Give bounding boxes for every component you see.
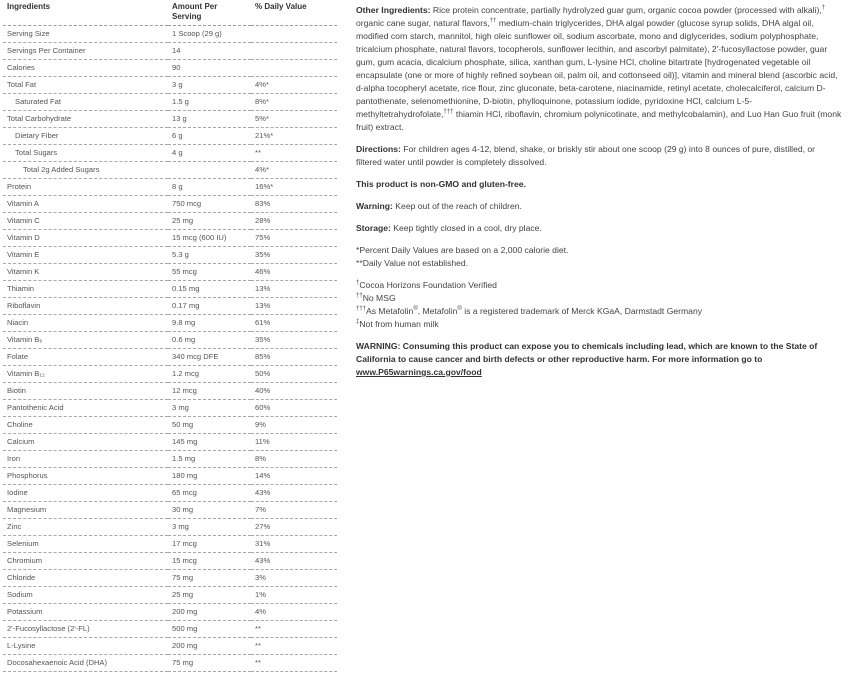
table-row bbox=[3, 502, 337, 519]
prop-65-link[interactable]: www.P65warnings.ca.gov/food bbox=[356, 367, 482, 377]
table-row bbox=[3, 26, 337, 43]
amount-per-serving: 500 mg bbox=[168, 621, 251, 638]
other-ingredients bbox=[356, 4, 842, 134]
daily-value: 43% bbox=[251, 485, 337, 502]
daily-value: 40% bbox=[251, 383, 337, 400]
daily-value: 8%* bbox=[251, 94, 337, 111]
table-header-row bbox=[3, 0, 337, 26]
daily-value: 13% bbox=[251, 281, 337, 298]
table-row bbox=[3, 298, 337, 315]
table-row bbox=[3, 128, 337, 145]
amount-per-serving: 3 mg bbox=[168, 519, 251, 536]
daily-value: 4%* bbox=[251, 77, 337, 94]
non-gmo-statement bbox=[356, 178, 842, 191]
nutrient-name: Calcium bbox=[3, 434, 168, 451]
header-ingredients: Ingredients bbox=[3, 0, 168, 26]
table-row bbox=[3, 349, 337, 366]
table-row bbox=[3, 553, 337, 570]
table-row bbox=[3, 587, 337, 604]
nutrient-name: Zinc bbox=[3, 519, 168, 536]
footnote-1-mark: † bbox=[356, 280, 360, 287]
amount-per-serving: 1.5 mg bbox=[168, 451, 251, 468]
nutrient-name: Vitamin D bbox=[3, 230, 168, 247]
daily-value: 50% bbox=[251, 366, 337, 383]
header-amount: Amount Per Serving bbox=[168, 0, 251, 26]
table-row bbox=[3, 451, 337, 468]
amount-per-serving: 180 mg bbox=[168, 468, 251, 485]
nutrient-name: Total Carbohydrate bbox=[3, 111, 168, 128]
daily-value bbox=[251, 43, 337, 60]
nutrient-name: Iron bbox=[3, 451, 168, 468]
nutrient-name: Protein bbox=[3, 179, 168, 196]
nutrient-name: Vitamin E bbox=[3, 247, 168, 264]
nutrient-name: Folate bbox=[3, 349, 168, 366]
amount-per-serving: 17 mcg bbox=[168, 536, 251, 553]
amount-per-serving: 13 g bbox=[168, 111, 251, 128]
daily-value: 14% bbox=[251, 468, 337, 485]
table-row bbox=[3, 94, 337, 111]
amount-per-serving: 145 mg bbox=[168, 434, 251, 451]
daily-value: 35% bbox=[251, 247, 337, 264]
table-row bbox=[3, 111, 337, 128]
amount-per-serving: 1.5 g bbox=[168, 94, 251, 111]
nutrient-name: Iodine bbox=[3, 485, 168, 502]
nutrient-name: Chromium bbox=[3, 553, 168, 570]
footnote-2-mark: †† bbox=[356, 293, 363, 300]
table-row bbox=[3, 621, 337, 638]
facts-table-body bbox=[3, 26, 337, 672]
amount-per-serving: 0.15 mg bbox=[168, 281, 251, 298]
registered-mark-2: ® bbox=[457, 306, 462, 313]
amount-per-serving: 750 mcg bbox=[168, 196, 251, 213]
other-ingredients-text-4: thiamin HCl, riboflavin, chromium polynicotinate, and methylcobalamin), and Luo Han Guo fruit (monk fruit) extract. bbox=[356, 109, 842, 132]
amount-per-serving: 30 mg bbox=[168, 502, 251, 519]
table-row bbox=[3, 519, 337, 536]
table-row bbox=[3, 77, 337, 94]
footnote-3-text-a: As Metafolin bbox=[366, 306, 414, 316]
warning-label: Warning: bbox=[356, 201, 393, 211]
amount-per-serving: 6 g bbox=[168, 128, 251, 145]
daily-value: 75% bbox=[251, 230, 337, 247]
footnote-3-mark: ††† bbox=[356, 306, 367, 313]
table-row bbox=[3, 536, 337, 553]
table-row bbox=[3, 315, 337, 332]
storage-text: Keep tightly closed in a cool, dry place. bbox=[390, 223, 542, 233]
amount-per-serving: 12 mcg bbox=[168, 383, 251, 400]
product-info-panel bbox=[356, 4, 842, 388]
directions-label: Directions: bbox=[356, 144, 401, 154]
nutrient-name: Choline bbox=[3, 417, 168, 434]
daily-value: 28% bbox=[251, 213, 337, 230]
table-row bbox=[3, 162, 337, 179]
nutrient-name: L-Lysine bbox=[3, 638, 168, 655]
daily-value-note-1: *Percent Daily Values are based on a 2,000 calorie diet. bbox=[356, 245, 569, 255]
amount-per-serving: 4 g bbox=[168, 145, 251, 162]
daily-value-notes bbox=[356, 244, 842, 270]
table-row bbox=[3, 179, 337, 196]
daily-value: 3% bbox=[251, 570, 337, 587]
dagger-mark-3: ††† bbox=[443, 109, 454, 116]
table-row bbox=[3, 468, 337, 485]
amount-per-serving: 3 mg bbox=[168, 400, 251, 417]
daily-value: 83% bbox=[251, 196, 337, 213]
daily-value: 21%* bbox=[251, 128, 337, 145]
table-row bbox=[3, 281, 337, 298]
other-ingredients-text-3: medium-chain triglycerides, DHA algal powder (glucose syrup solids, DHA algal oil, modified corn starch, mannitol, high oleic sunflower oil, sodium ascorbate, mono and diglycerides, sodium polyphosphate, tricalcium phosphate, natural flavors, tocopherols, sunflower lecithin, and ascorbyl palmitate), 2'-fucosyllactose powder, guar gum, gum acacia, dicalcium phosphate, silica, xanthan gum, L-lysine HCl, choline bitartrate [hydrogenated vegetable oil encapsulate (one or more of highly refined soybean oil, palm oil, and cottonseed oil)], vitamin and mineral blend (ascorbic acid, d-alpha tocopheryl acetate, rice flour, zinc gluconate, beta-carotene, niacinamide, retinyl acetate, cholecalciferol, calcium D-pantothenate, selenomethionine, D-biotin, phylloquinone, potassium iodide, pyridoxine HCl, calcium L-5-methyltetrahydrofolate, bbox=[356, 18, 838, 119]
nutrient-name: Magnesium bbox=[3, 502, 168, 519]
amount-per-serving: 90 bbox=[168, 60, 251, 77]
other-ingredients-text-1: Rice protein concentrate, partially hydrolyzed guar gum, organic cocoa powder (processed with alkali), bbox=[430, 5, 822, 15]
nutrient-name: Vitamin A bbox=[3, 196, 168, 213]
daily-value: 7% bbox=[251, 502, 337, 519]
footnote-4-text: Not from human milk bbox=[359, 319, 439, 329]
daily-value bbox=[251, 26, 337, 43]
amount-per-serving: 5.3 g bbox=[168, 247, 251, 264]
daily-value: 43% bbox=[251, 553, 337, 570]
directions bbox=[356, 143, 842, 169]
table-row bbox=[3, 570, 337, 587]
storage-label: Storage: bbox=[356, 223, 391, 233]
amount-per-serving: 3 g bbox=[168, 77, 251, 94]
registered-mark-1: ® bbox=[413, 306, 418, 313]
nutrient-name: Total Sugars bbox=[3, 145, 168, 162]
nutrient-name: Niacin bbox=[3, 315, 168, 332]
non-gmo-text: This product is non-GMO and gluten-free. bbox=[356, 179, 526, 189]
daily-value: 61% bbox=[251, 315, 337, 332]
daily-value: 4% bbox=[251, 604, 337, 621]
table-row bbox=[3, 196, 337, 213]
amount-per-serving: 200 mg bbox=[168, 638, 251, 655]
table-row bbox=[3, 434, 337, 451]
table-row bbox=[3, 400, 337, 417]
supplement-facts-table bbox=[3, 0, 337, 672]
table-row bbox=[3, 145, 337, 162]
nutrient-name: Saturated Fat bbox=[3, 94, 168, 111]
amount-per-serving: 8 g bbox=[168, 179, 251, 196]
nutrient-name: Servings Per Container bbox=[3, 43, 168, 60]
table-row bbox=[3, 383, 337, 400]
footnote-2-text: No MSG bbox=[362, 293, 396, 303]
prop-65-warning bbox=[356, 340, 842, 379]
footnote-3-text-c: is a registered trademark of Merck KGaA, Darmstadt Germany bbox=[461, 306, 703, 316]
nutrient-name: Pantothenic Acid bbox=[3, 400, 168, 417]
table-row bbox=[3, 655, 337, 672]
amount-per-serving: 9.8 mg bbox=[168, 315, 251, 332]
dagger-mark-1: † bbox=[821, 5, 826, 12]
daily-value: 31% bbox=[251, 536, 337, 553]
daily-value: 9% bbox=[251, 417, 337, 434]
daily-value: ** bbox=[251, 655, 337, 672]
nutrient-name: Phosphorus bbox=[3, 468, 168, 485]
table-row bbox=[3, 485, 337, 502]
amount-per-serving: 15 mcg (600 IU) bbox=[168, 230, 251, 247]
amount-per-serving: 55 mcg bbox=[168, 264, 251, 281]
daily-value-note-2: **Daily Value not established. bbox=[356, 258, 469, 268]
daily-value: ** bbox=[251, 621, 337, 638]
table-row bbox=[3, 247, 337, 264]
nutrient-name: Dietary Fiber bbox=[3, 128, 168, 145]
nutrient-name: Sodium bbox=[3, 587, 168, 604]
daily-value: 4%* bbox=[251, 162, 337, 179]
footnote-1-text: Cocoa Horizons Foundation Verified bbox=[359, 280, 497, 290]
footnote-3-text-b: , Metafolin bbox=[417, 306, 458, 316]
table-row bbox=[3, 604, 337, 621]
nutrient-name: Selenium bbox=[3, 536, 168, 553]
daily-value: 1% bbox=[251, 587, 337, 604]
nutrient-name: Calories bbox=[3, 60, 168, 77]
daily-value: 16%* bbox=[251, 179, 337, 196]
nutrient-name: Docosahexaenoic Acid (DHA) bbox=[3, 655, 168, 672]
other-ingredients-text-2: organic cane sugar, natural flavors, bbox=[356, 18, 490, 28]
table-row bbox=[3, 60, 337, 77]
daily-value: 60% bbox=[251, 400, 337, 417]
table-row bbox=[3, 213, 337, 230]
daily-value bbox=[251, 60, 337, 77]
table-row bbox=[3, 366, 337, 383]
nutrient-name: Riboflavin bbox=[3, 298, 168, 315]
daily-value: 5%* bbox=[251, 111, 337, 128]
directions-text: For children ages 4-12, blend, shake, or briskly stir about one scoop (29 g) into 8 ounces of pure, distilled, or filtered water until powder is completely dissolved. bbox=[356, 144, 816, 167]
nutrient-name: Biotin bbox=[3, 383, 168, 400]
warning-text: Keep out of the reach of children. bbox=[392, 201, 522, 211]
table-row bbox=[3, 43, 337, 60]
daily-value: 35% bbox=[251, 332, 337, 349]
daily-value: 8% bbox=[251, 451, 337, 468]
table-row bbox=[3, 638, 337, 655]
amount-per-serving: 75 mg bbox=[168, 570, 251, 587]
amount-per-serving: 200 mg bbox=[168, 604, 251, 621]
amount-per-serving: 0.6 mg bbox=[168, 332, 251, 349]
warning bbox=[356, 200, 842, 213]
daily-value: ** bbox=[251, 145, 337, 162]
amount-per-serving: 1 Scoop (29 g) bbox=[168, 26, 251, 43]
amount-per-serving: 340 mcg DFE bbox=[168, 349, 251, 366]
amount-per-serving: 0.17 mg bbox=[168, 298, 251, 315]
amount-per-serving: 50 mg bbox=[168, 417, 251, 434]
footnotes bbox=[356, 279, 842, 331]
daily-value: 13% bbox=[251, 298, 337, 315]
amount-per-serving: 15 mcg bbox=[168, 553, 251, 570]
other-ingredients-label: Other Ingredients: bbox=[356, 5, 431, 15]
nutrient-name: 2'-Fucosyllactose (2'-FL) bbox=[3, 621, 168, 638]
daily-value: ** bbox=[251, 638, 337, 655]
nutrient-name: Vitamin C bbox=[3, 213, 168, 230]
daily-value: 27% bbox=[251, 519, 337, 536]
amount-per-serving: 25 mg bbox=[168, 213, 251, 230]
nutrient-name: Total Fat bbox=[3, 77, 168, 94]
amount-per-serving bbox=[168, 162, 251, 179]
nutrient-name: Potassium bbox=[3, 604, 168, 621]
nutrient-name: Chloride bbox=[3, 570, 168, 587]
nutrient-name: Vitamin K bbox=[3, 264, 168, 281]
prop-65-text: WARNING: Consuming this product can expose you to chemicals including lead, which are known to the State of California to cause cancer and birth defects or other reproductive harm. For more information go to bbox=[356, 341, 818, 364]
nutrient-name: Thiamin bbox=[3, 281, 168, 298]
storage bbox=[356, 222, 842, 235]
table-row bbox=[3, 332, 337, 349]
amount-per-serving: 25 mg bbox=[168, 587, 251, 604]
daily-value: 11% bbox=[251, 434, 337, 451]
amount-per-serving: 65 mcg bbox=[168, 485, 251, 502]
daily-value: 85% bbox=[251, 349, 337, 366]
dagger-mark-2: †† bbox=[489, 18, 497, 25]
nutrient-name: Vitamin B₁₂ bbox=[3, 366, 168, 383]
footnote-4-mark: ‡ bbox=[356, 319, 360, 326]
table-row bbox=[3, 417, 337, 434]
table-row bbox=[3, 264, 337, 281]
amount-per-serving: 1.2 mcg bbox=[168, 366, 251, 383]
nutrient-name: Total 2g Added Sugars bbox=[3, 162, 168, 179]
nutrient-name: Vitamin B₆ bbox=[3, 332, 168, 349]
amount-per-serving: 75 mg bbox=[168, 655, 251, 672]
header-daily-value: % Daily Value bbox=[251, 0, 337, 26]
amount-per-serving: 14 bbox=[168, 43, 251, 60]
nutrient-name: Serving Size bbox=[3, 26, 168, 43]
daily-value: 46% bbox=[251, 264, 337, 281]
table-row bbox=[3, 230, 337, 247]
